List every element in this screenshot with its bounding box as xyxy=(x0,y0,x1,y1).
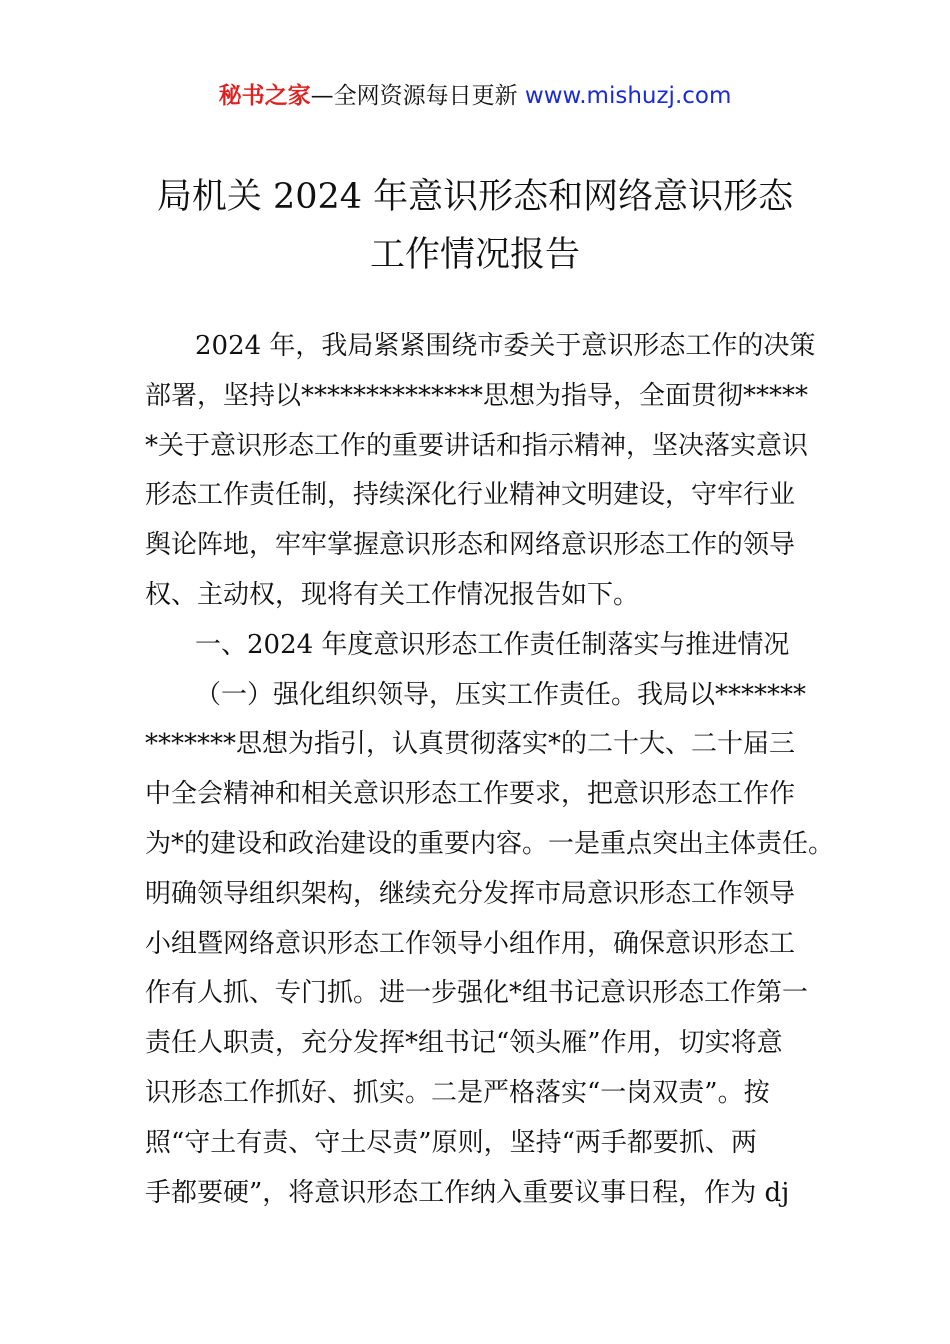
body-line: 作有人抓、专门抓。进一步强化*组书记意识形态工作第一 xyxy=(145,978,809,1009)
document-body xyxy=(145,322,835,1218)
section-heading: 一、2024 年度意识形态工作责任制落实与推进情况 xyxy=(195,629,790,660)
site-brand: 秘书之家 xyxy=(218,83,311,109)
body-line: 舆论阵地，牢牢掌握意识形态和网络意识形态工作的领导 xyxy=(145,530,796,561)
body-line: 形态工作责任制，持续深化行业精神文明建设，守牢行业 xyxy=(145,480,796,511)
subsection-line: （一）强化组织领导，压实工作责任。我局以******* xyxy=(195,679,807,710)
body-line: 为*的建设和政治建设的重要内容。一是重点突出主体责任。 xyxy=(145,828,835,859)
site-url-link[interactable]: www.mishuzj.com xyxy=(524,83,732,109)
body-line: *******思想为指引，认真贯彻落实*的二十大、二十届三 xyxy=(145,729,796,760)
body-line: 权、主动权，现将有关工作情况报告如下。 xyxy=(145,579,640,610)
body-line: 责任人职责，充分发挥*组书记“领头雁”作用，切实将意 xyxy=(145,1028,783,1059)
title-line-1: 局机关 2024 年意识形态和网络意识形态 xyxy=(156,177,794,217)
body-line: 手都要硬”，将意识形态工作纳入重要议事日程，作为 dj xyxy=(145,1177,790,1208)
body-line: 照“守土有责、守土尽责”原则，坚持“两手都要抓、两 xyxy=(145,1127,757,1158)
body-line: 识形态工作抓好、抓实。二是严格落实“一岗双责”。按 xyxy=(145,1077,770,1108)
site-header xyxy=(0,80,950,112)
body-line: 部署，坚持以**************思想为指导，全面贯彻***** xyxy=(145,380,809,411)
body-line: 中全会精神和相关意识形态工作要求，把意识形态工作作 xyxy=(145,779,796,810)
body-line: 明确领导组织架构，继续充分发挥市局意识形态工作领导 xyxy=(145,878,796,909)
site-tagline: —全网资源每日更新 xyxy=(310,83,518,109)
body-line: 小组暨网络意识形态工作领导小组作用，确保意识形态工 xyxy=(145,928,796,959)
title-line-2: 工作情况报告 xyxy=(369,235,580,275)
body-line: 2024 年，我局紧紧围绕市委关于意识形态工作的决策 xyxy=(195,331,816,361)
body-line: *关于意识形态工作的重要讲话和指示精神，坚决落实意识 xyxy=(145,430,809,461)
document-title xyxy=(0,168,950,284)
